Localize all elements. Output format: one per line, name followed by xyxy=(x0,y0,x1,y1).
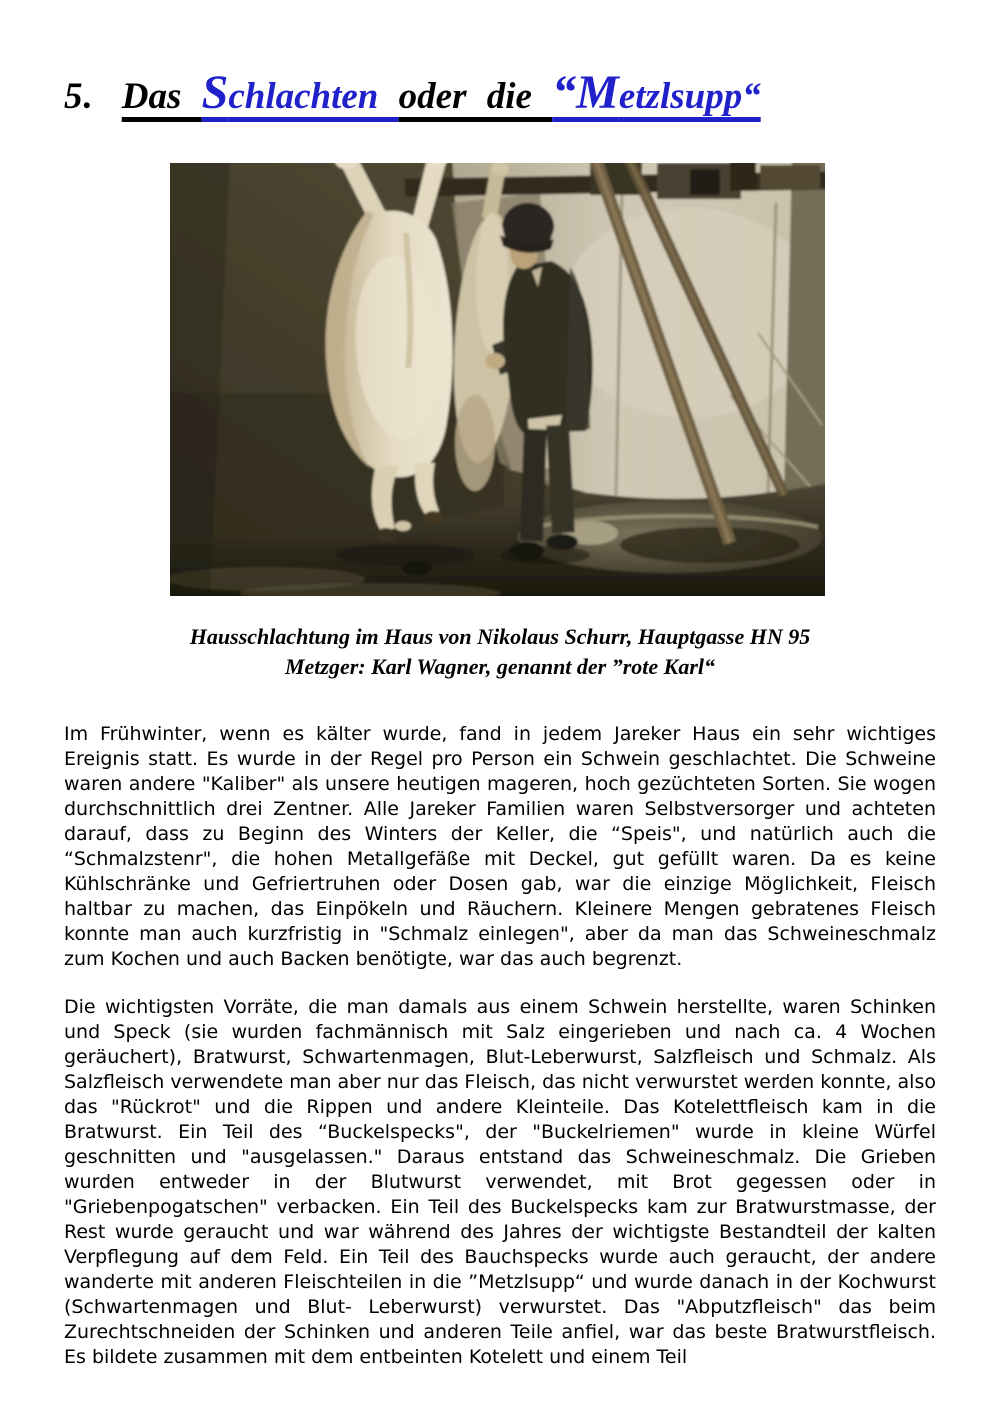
caption-line-2: Metzger: Karl Wagner, genannt der ”rote Karl“ xyxy=(284,654,716,679)
paragraph-1: Im Frühwinter, wenn es kälter wurde, fand in jedem Jareker Haus ein sehr wichtiges Ereignis statt. Es wurde in der Regel pro Person ein Schwein geschlachtet. Die Schweine waren andere "Kaliber" als unsere heutigen mageren, hoch gezüchteten Sorten. Sie wogen durchschnittlich drei Zentner. Alle Jareker Familien waren Selbstversorger und achteten darauf, dass zu Beginn des Winters der Keller, die “Speis", und natürlich auch die “Schmalzstenr", die hohen Metallgefäße mit Deckel, gut gefüllt waren. Da es keine Kühlschränke und Gefriertruhen oder Dosen gab, war die einzige Möglichkeit, Fleisch haltbar zu machen, das Einpökeln und Räuchern. Kleinere Mengen gebratenes Fleisch konnte man auch kurzfristig in "Schmalz einlegen", aber da man das Schweineschmalz zum Kochen und auch Backen benötigte, war das auch begrenzt. xyxy=(64,723,936,970)
title-segment-metzlsupp: “Metzlsupp“ xyxy=(552,66,761,119)
title-segment-das: Das xyxy=(121,76,202,117)
title-segment-oder-die: oder die xyxy=(398,76,553,117)
section-number: 5. xyxy=(64,76,94,117)
photo-caption xyxy=(0,622,1000,682)
photo-scene-svg xyxy=(170,163,825,596)
body-text xyxy=(64,722,936,1370)
paragraph-2: Die wichtigsten Vorräte, die man damals aus einem Schwein herstellte, waren Schinken und Speck (sie wurden fachmännisch mit Salz eingerieben und nach ca. 4 Wochen geräuchert), Bratwurst, Schwartenmagen, Blut-Leberwurst, Salzfleisch und Schmalz. Als Salzfleisch verwendete man aber nur das Fleisch, das nicht verwurstet werden konnte, also das "Rückrot" und die Rippen und andere Kleinteile. Das Kotelettfleisch kam in die Bratwurst. Ein Teil des “Buckelspecks", der "Buckelriemen" wurde in kleine Würfel geschnitten und "ausgelassen." Daraus entstand das Schweineschmalz. Die Grieben wurden entweder in der Blutwurst verwendet, mit Brot gegessen oder in "Griebenpogatschen" verbacken. Ein Teil des Buckelspecks kam zur Bratwurstmasse, der Rest wurde geraucht und war während des Jahres der wichtigste Bestandteil der kalten Verpflegung auf dem Feld. Ein Teil des Bauchspecks wurde auch geraucht, der andere wanderte mit anderen Fleischteilen in die ”Metzlsupp“ und wurde danach in der Kochwurst (Schwartenmagen und Blut- Leberwurst) verwurstet. Das "Abputzfleisch" das beim Zurechtschneiden der Schinken und anderen Teile anfiel, war das beste Bratwurstfleisch. Es bildete zusammen mit dem entbeinten Kotelett und einem Teil xyxy=(64,996,936,1368)
page-title xyxy=(0,0,1000,126)
title-segment-schlachten: Schlachten xyxy=(201,66,399,119)
caption-line-1: Hausschlachtung im Haus von Nikolaus Schurr, Hauptgasse HN 95 xyxy=(189,624,811,649)
photo-hausschlachtung xyxy=(170,163,825,596)
